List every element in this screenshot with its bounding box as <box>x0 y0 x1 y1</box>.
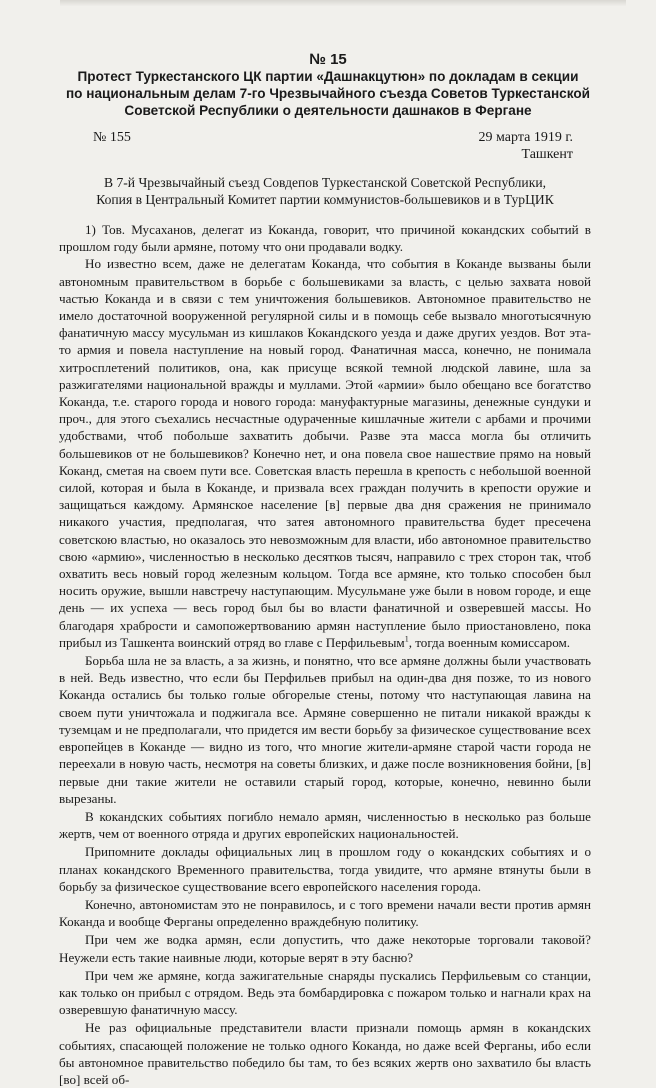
document-number: № 15 <box>309 51 347 68</box>
document-body <box>59 221 591 1088</box>
body-paragraph: 1) Тов. Мусаханов, делегат из Коканда, говорит, что причиной кокандских событий в прошлом году были армяне, потому что они продавали водку. <box>59 222 591 255</box>
document-title <box>60 68 596 119</box>
body-paragraph: Припомните доклады официальных лиц в прошлом году о кокандских событиях и о планах кокандского Временного правительства, тогда увидите, что армяне втянуты были в борьбу за физическое существование всего европейского населения города. <box>59 844 591 894</box>
body-paragraph: Конечно, автономистам это не понравилось, и с того времени начали вести против армян Коканда и вообще Ферганы определенно враждебную политику. <box>59 896 591 930</box>
addressee-block <box>60 174 590 208</box>
document-title-line: по национальным делам 7-го Чрезвычайного съезда Советов Туркестанской <box>65 86 591 101</box>
body-paragraph-tail: , тогда военным комиссаром. <box>408 634 571 650</box>
body-paragraph: В кокандских событиях погибло немало армян, численностью в несколько раз больше жертв, чем от военного отряда и других европейских национальностей. <box>59 808 591 842</box>
footnote-marker: 1 <box>404 634 409 644</box>
body-paragraph: Не раз официальные представители власти признали помощь армян в кокандских событиях, спасающей положение не только одного Коканда, но даже всей Ферганы, ибо если бы автономное правительство победило бы там, то без всяких жертв оно захватило бы власть [во] всей об- <box>59 1020 591 1087</box>
addressee-line: В 7-й Чрезвычайный съезд Совдепов Туркестанской Советской Республики, <box>103 175 546 190</box>
body-paragraph-text: Но известно всем, даже не делегатам Коканда, что события в Коканде вызваны были автономным правительством в борьбе с большевиками за власть, с целью захвата новой частью Коканда и в связи с тем уничтожения большевиков. Автономное правительство не имело достаточной вооруженной регулярной силы и в помощь себе вызвало многотысячную фанатичную массу мусульман из кишлаков Кокандского уезда и даже других уездов. Вот эта-то армия и повела наступление на новый город. Фанатичная масса, конечно, не понимала хитросплетений политиков, она, как присуще всякой темной людской лавине, шла за разжигателями национальной вражды и муллами. Этой «армии» было обещано все богатство Коканда, т.е. старого города и нового города: мануфактурные магазины, денежные сундуки и проч., для этого съехались несчастные одураченные кишлачные жители с арбами и прочими удобствами, чтоб побольше захватить добычи. Разве эта масса могла бы отличить большевиков от не большевиков? Конечно нет, и она повела свое нашествие прямо на новый Коканд, сметая на своем пути все. Советская власть перешла в крепость с небольшой военной силой, которая и была в Коканде, и призвала всех граждан получить в крепости оружие и защищаться каждому. Армянское население [в] первые два дня сражения не принимало никакого участия, предполагая, что затея автономного правительства будет пресечена советскою властью, но оказалось это невозможным для власти, ибо автономное правительство свою «армию», численностью в несколько десятков тысяч, направило с трех сторон так, чтоб охватить весь новый город железным кольцом. Тогда все армяне, кто только способен был носить оружие, вышли навстречу наступающим. Мусульмане уже были в новом городе, и еще день — их успеха — весь город был бы во власти фанатичной и озверевшей массы. Но благодаря храбрости и самопожертвованию армян наступление было приостановлено, пока прибыл из Ташкента воинский отряд во главе с Перфильевым <box>59 256 591 650</box>
body-paragraph <box>59 255 591 651</box>
addressee-line: Копия в Центральный Комитет партии коммунистов-большевиков и в ТурЦИК <box>96 192 554 207</box>
body-paragraph: При чем же водка армян, если допустить, что даже некоторые торговали таковой? Неужели есть такие наивные люди, которые верят в эту басню? <box>59 932 591 965</box>
body-paragraph: При чем же армяне, когда зажигательные снаряды пускались Перфильевым со станции, как только он прибыл с отрядом. Ведь эта бомбардировка с пожаром только и нагнали крах на озверевшую фанатичную массу. <box>59 967 591 1018</box>
document-title-line: Протест Туркестанского ЦК партии «Дашнакцутюн» по докладам в секции <box>77 69 579 84</box>
document-title-line: Советской Республики о деятельности дашнаков в Фергане <box>124 103 532 118</box>
document-date: 29 марта 1919 г. <box>478 130 573 145</box>
body-paragraph: Борьба шла не за власть, а за жизнь, и понятно, что все армяне должны были участвовать в ней. Ведь известно, что если бы Перфильев прибыл на один-два дня позже, то из нового Коканда остались бы только голые обгорелые стены, потому что наступающая лавина на своем пути уничтожала и поджигала все. Армяне совершенно не питали никакой вражды к туземцам и не предполагали, что придется им вести борьбу за физическое существование всех европейцев в Коканде — видно из того, что многие жители-армяне старой части города не переехали в новую часть, несмотря на советы близких, и даже после возникновения бойни, [в] первые дни такие жители не оставили старый город, которые, конечно, невинно были вырезаны. <box>59 653 591 806</box>
document-place: Ташкент <box>521 147 573 162</box>
reference-number: № 155 <box>93 130 131 145</box>
